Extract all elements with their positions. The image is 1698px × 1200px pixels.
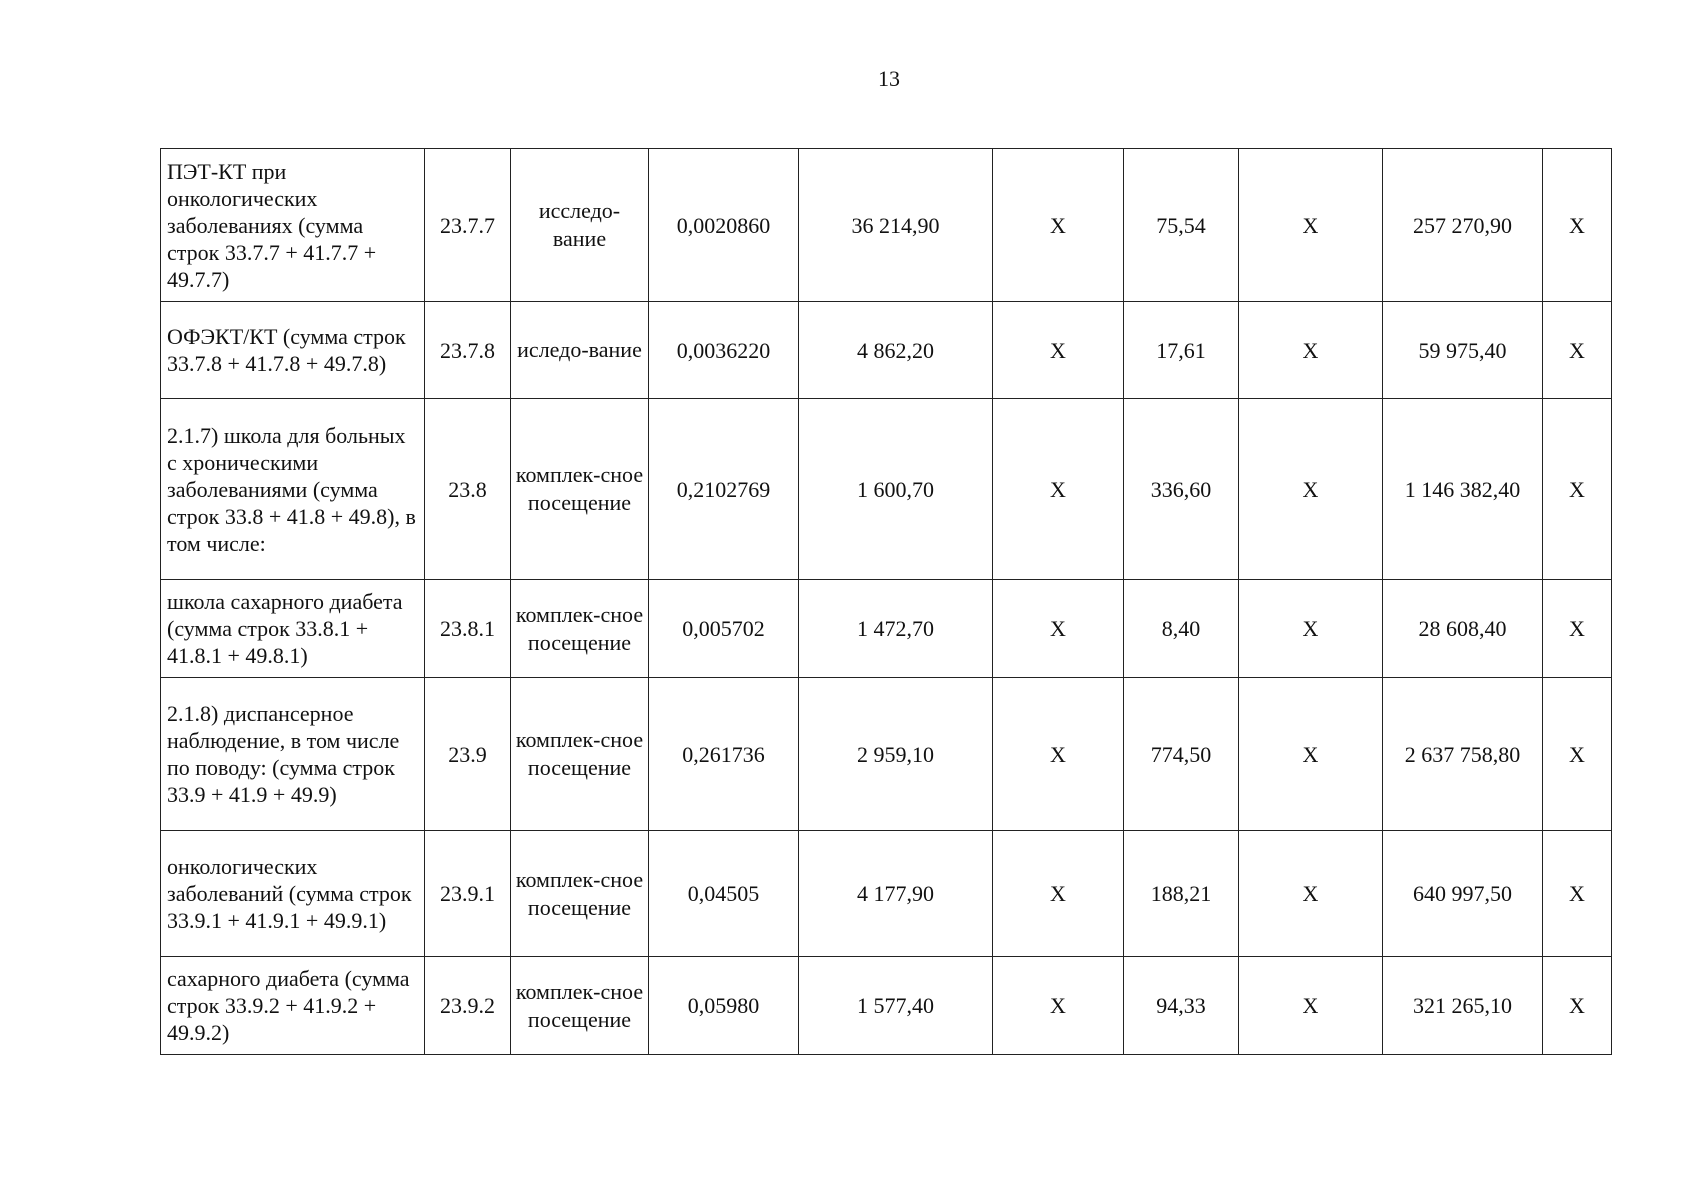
table-row [161,399,1612,580]
row-norm: 0,0036220 [649,302,799,399]
row-cost: 1 600,70 [799,399,993,580]
row-x-mark: X [993,580,1124,678]
row-per-capita: 17,61 [1124,302,1239,399]
row-x-mark: X [1239,399,1383,580]
row-x-mark: X [1239,580,1383,678]
row-code: 23.9 [425,678,511,831]
row-x-mark: X [1543,302,1612,399]
row-per-capita: 94,33 [1124,957,1239,1055]
row-name: школа сахарного диабета (сумма строк 33.8.1 + 41.8.1 + 49.8.1) [161,580,425,678]
row-name: 2.1.8) диспансерное наблюдение, в том числе по поводу: (сумма строк 33.9 + 41.9 + 49.9) [161,678,425,831]
row-per-capita: 336,60 [1124,399,1239,580]
row-total: 59 975,40 [1383,302,1543,399]
row-total: 28 608,40 [1383,580,1543,678]
row-name: онкологических заболеваний (сумма строк 33.9.1 + 41.9.1 + 49.9.1) [161,831,425,957]
row-cost: 4 177,90 [799,831,993,957]
row-name: 2.1.7) школа для больных с хроническими заболеваниями (сумма строк 33.8 + 41.8 + 49.8), в том числе: [161,399,425,580]
row-code: 23.8.1 [425,580,511,678]
row-per-capita: 774,50 [1124,678,1239,831]
table-row [161,957,1612,1055]
row-norm: 0,05980 [649,957,799,1055]
row-x-mark: X [993,149,1124,302]
table-row [161,580,1612,678]
row-cost: 36 214,90 [799,149,993,302]
page-number: 13 [878,66,900,91]
row-x-mark: X [1543,678,1612,831]
row-total: 257 270,90 [1383,149,1543,302]
table-row [161,149,1612,302]
row-x-mark: X [1543,957,1612,1055]
row-x-mark: X [1543,831,1612,957]
row-cost: 2 959,10 [799,678,993,831]
row-code: 23.9.2 [425,957,511,1055]
row-code: 23.9.1 [425,831,511,957]
row-norm: 0,005702 [649,580,799,678]
row-x-mark: X [1239,957,1383,1055]
row-name: сахарного диабета (сумма строк 33.9.2 + 41.9.2 + 49.9.2) [161,957,425,1055]
row-unit: комплек-сное посещение [511,399,649,580]
row-x-mark: X [1543,399,1612,580]
row-name: ОФЭКТ/КТ (сумма строк 33.7.8 + 41.7.8 + 49.7.8) [161,302,425,399]
row-unit: комплек-сное посещение [511,957,649,1055]
row-x-mark: X [1239,302,1383,399]
row-per-capita: 188,21 [1124,831,1239,957]
row-x-mark: X [993,399,1124,580]
row-norm: 0,2102769 [649,399,799,580]
row-x-mark: X [1239,678,1383,831]
row-x-mark: X [1239,149,1383,302]
row-norm: 0,04505 [649,831,799,957]
row-total: 1 146 382,40 [1383,399,1543,580]
table-row [161,302,1612,399]
data-table [160,148,1612,1055]
row-cost: 4 862,20 [799,302,993,399]
row-unit: исследо-вание [511,149,649,302]
row-code: 23.7.8 [425,302,511,399]
row-total: 640 997,50 [1383,831,1543,957]
row-name: ПЭТ-КТ при онкологических заболеваниях (сумма строк 33.7.7 + 41.7.7 + 49.7.7) [161,149,425,302]
row-x-mark: X [993,678,1124,831]
row-cost: 1 577,40 [799,957,993,1055]
row-unit: комплек-сное посещение [511,580,649,678]
row-x-mark: X [1543,149,1612,302]
row-unit: иследо-вание [511,302,649,399]
row-code: 23.8 [425,399,511,580]
table-row [161,831,1612,957]
row-per-capita: 75,54 [1124,149,1239,302]
row-x-mark: X [1543,580,1612,678]
table-row [161,678,1612,831]
row-unit: комплек-сное посещение [511,678,649,831]
row-total: 321 265,10 [1383,957,1543,1055]
row-x-mark: X [1239,831,1383,957]
row-cost: 1 472,70 [799,580,993,678]
row-x-mark: X [993,302,1124,399]
row-norm: 0,261736 [649,678,799,831]
row-norm: 0,0020860 [649,149,799,302]
row-code: 23.7.7 [425,149,511,302]
row-per-capita: 8,40 [1124,580,1239,678]
row-x-mark: X [993,831,1124,957]
row-total: 2 637 758,80 [1383,678,1543,831]
row-x-mark: X [993,957,1124,1055]
row-unit: комплек-сное посещение [511,831,649,957]
